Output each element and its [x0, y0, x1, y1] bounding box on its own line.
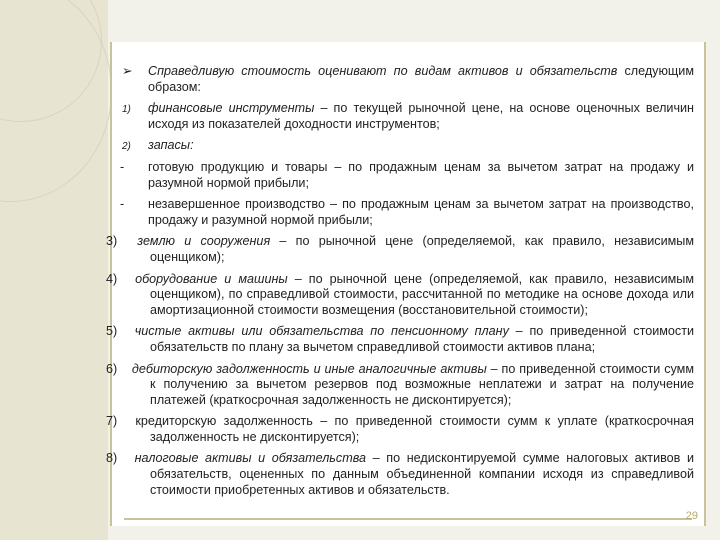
item-italic: налоговые активы и обязательства: [134, 451, 367, 466]
item-italic: Справедливую стоимость оценивают по видам активов и обязательств: [148, 64, 618, 78]
bottom-rule: [124, 518, 692, 520]
numbered-item: [118, 451, 694, 498]
list-item: [118, 101, 694, 132]
item-text: – по недисконтируемой сумме налоговых активов и обязательств, оцененных по данным объединенной компании исходя из справедливой стоимости приобретенных активов и обязательств.: [150, 451, 694, 497]
numbered-item: [118, 272, 694, 319]
item-text: – по рыночной цене (определяемой, как правило, независимым оценщиком);: [150, 234, 694, 264]
list-item: [118, 160, 694, 191]
dash-marker: -: [120, 197, 125, 212]
list-item: [118, 197, 694, 228]
page-number: 29: [685, 510, 698, 522]
item-text: – по текущей рыночной цене, на основе оценочных величин исходя из показателей доходности инструментов;: [148, 101, 695, 131]
item-italic: финансовые инструменты: [148, 101, 315, 116]
arrow-bullet-icon: ➢: [122, 64, 133, 78]
dash-marker: -: [120, 159, 125, 174]
numbered-item: [118, 414, 694, 445]
item-italic: землю и сооружения: [137, 234, 271, 249]
numbered-item: [118, 324, 694, 355]
item-italic: оборудование и машины: [135, 271, 288, 286]
decorative-left-stripe: [0, 0, 108, 540]
slide-content: [118, 64, 694, 504]
item-text: – по рыночной цене (определяемой, как правило, независимым оценщиком), по справедливой стоимости, рассчитанной по методике на основе дохода или амортизационной стоимости возмещения (восстановительной стоимости);: [150, 271, 695, 317]
item-text: – по приведенной стоимости сумм к получению за вычетом резервов под возможные неплатежи и затрат на получение платежей (краткосрочная задолженность не дисконтируется);: [150, 361, 694, 407]
numbered-item: [118, 234, 694, 265]
item-text: незавершенное производство – по продажным ценам за вычетом затрат на производство, продажу и разумной нормой прибыли;: [148, 197, 694, 227]
item-text: готовую продукцию и товары – по продажным ценам за вычетом затрат на продажу и разумной нормой прибыли;: [148, 159, 694, 190]
decorative-arc: [0, 0, 112, 202]
item-marker: 2): [122, 141, 131, 153]
list-item: [118, 64, 694, 95]
item-italic: дебиторскую задолженность и иные аналогичные активы: [131, 361, 487, 376]
item-text: – по приведенной стоимости обязательств по плану за вычетом справедливой стоимости активов плана;: [150, 324, 694, 354]
item-text: кредиторскую задолженность – по приведенной стоимости сумм к уплате (краткосрочная задолженность не дисконтируется);: [135, 414, 694, 444]
list-item: [118, 138, 694, 154]
numbered-item: [118, 362, 694, 409]
item-marker: 1): [122, 104, 131, 116]
item-text: следующим образом:: [148, 64, 694, 94]
item-italic: запасы:: [148, 138, 194, 153]
item-italic: чистые активы или обязательства по пенсионному плану: [134, 324, 509, 339]
